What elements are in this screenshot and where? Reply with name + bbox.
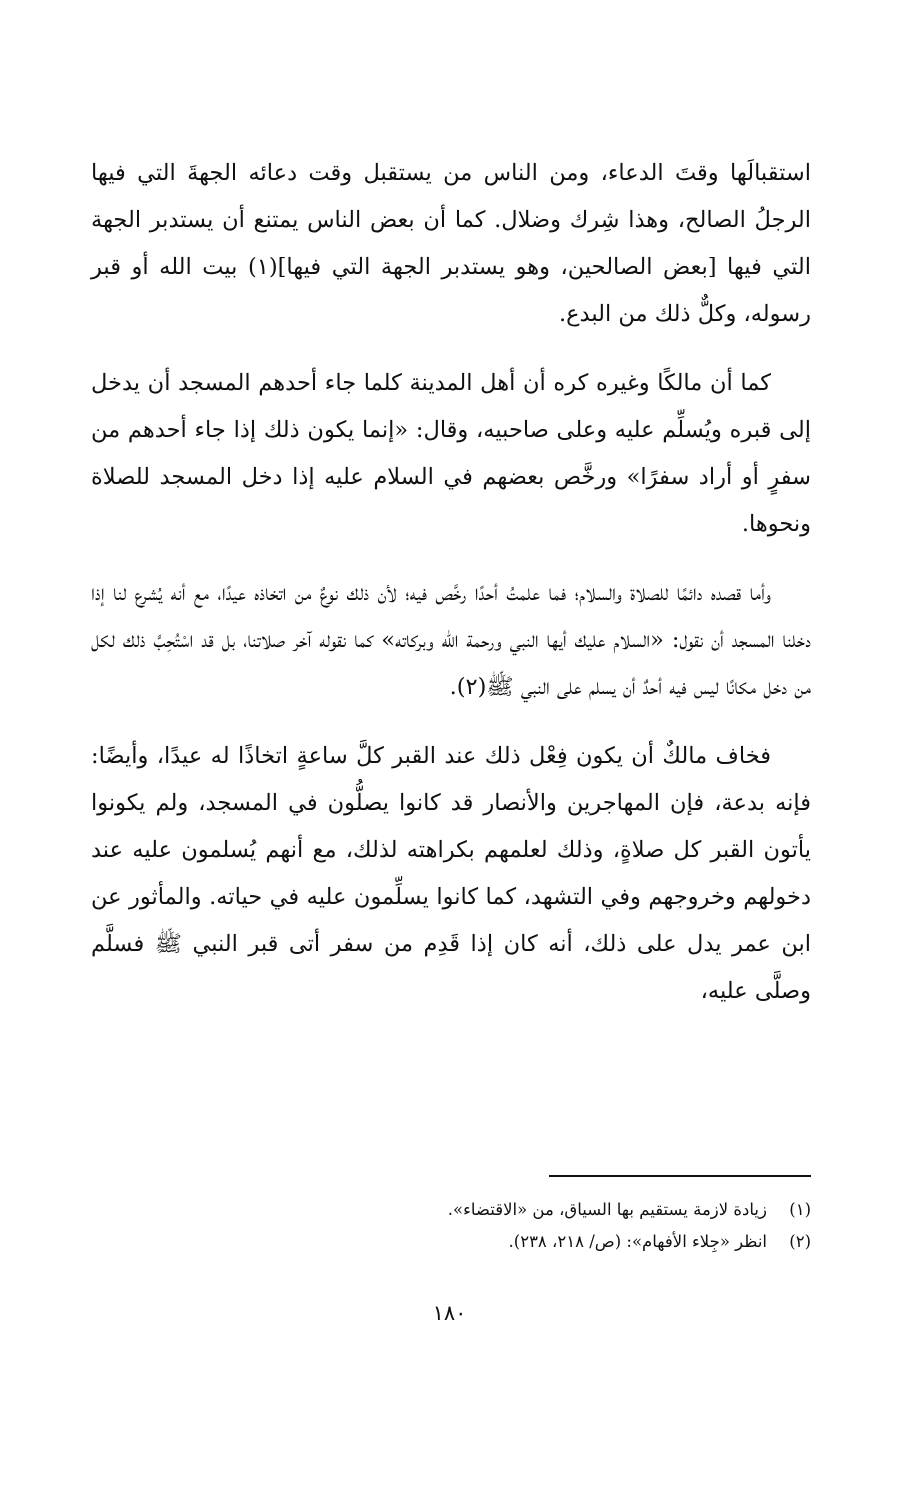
paragraph-3: وأما قصده دائمًا للصلاة والسلام؛ فما علمتُ أحدًا رخَّص فيه؛ لأن ذلك نوعٌ من اتخاذه عيدًا، مع أنه يُشرع لنا إذا دخلنا المسجد أن نقول: «السلام عليك أيها النبي ورحمة الله وبركاته» كما نقوله آخر صلاتنا، بل قد اسْتُحِبَّ ذلك لكل من دخل مكانًا ليس فيه أحدٌ أن يسلم على النبي ﷺ(٢). — [91, 580, 811, 700]
paragraph-4: فخاف مالكٌ أن يكون فِعْل ذلك عند القبر كلَّ ساعةٍ اتخاذًا له عيدًا، وأيضًا: فإنه بدعة، فإن المهاجرين والأنصار قد كانوا يصلُّون في المسجد، ولم يكونوا يأتون القبر كل صلاةٍ، وذلك لعلمهم بكراهته لذلك، مع أنهم يُسلمون عليه عند دخولهم وخروجهم وفي التشهد، كما كانوا يسلِّمون عليه في حياته. والمأثور عن ابن عمر يدل على ذلك، أنه كان إذا قَدِم من سفر أتى قبر النبي ﷺ فسلَّم وصلَّى عليه، — [91, 743, 811, 1004]
main-text — [91, 150, 811, 1037]
footnote-text: زيادة لازمة يستقيم بها السياق، من «الاقتضاء». — [447, 1200, 767, 1219]
page-number: ١٨٠ — [432, 1301, 467, 1325]
paragraph-2: كما أن مالكًا وغيره كره أن أهل المدينة كلما جاء أحدهم المسجد أن يدخل إلى قبره ويُسلِّم عليه وعلى صاحبيه، وقال: «إنما يكون ذلك إذا جاء أحدهم من سفرٍ أو أراد سفرًا» ورخَّص بعضهم في السلام عليه إذا دخل المسجد للصلاة ونحوها. — [91, 370, 811, 537]
paragraph-1: استقبالَها وقتَ الدعاء، ومن الناس من يستقبل وقت دعائه الجهةَ التي فيها الرجلُ الصالح، وهذا شِرك وضلال. كما أن بعض الناس يمتنع أن يستدبر الجهة التي فيها [بعض الصالحين، وهو يستدبر الجهة التي فيها](١) بيت الله أو قبر رسوله، وكلٌّ ذلك من البدع. — [91, 160, 812, 327]
footnote-number: (٢) — [789, 1232, 811, 1251]
footnote-separator — [549, 1175, 811, 1177]
footnotes — [91, 1194, 811, 1258]
footnote-number: (١) — [789, 1200, 811, 1219]
footnote-1 — [91, 1194, 811, 1226]
footnote-2 — [91, 1226, 811, 1258]
footnote-text: انظر «جِلاء الأفهام»: (ص/ ٢١٨، ٢٣٨). — [508, 1232, 767, 1251]
